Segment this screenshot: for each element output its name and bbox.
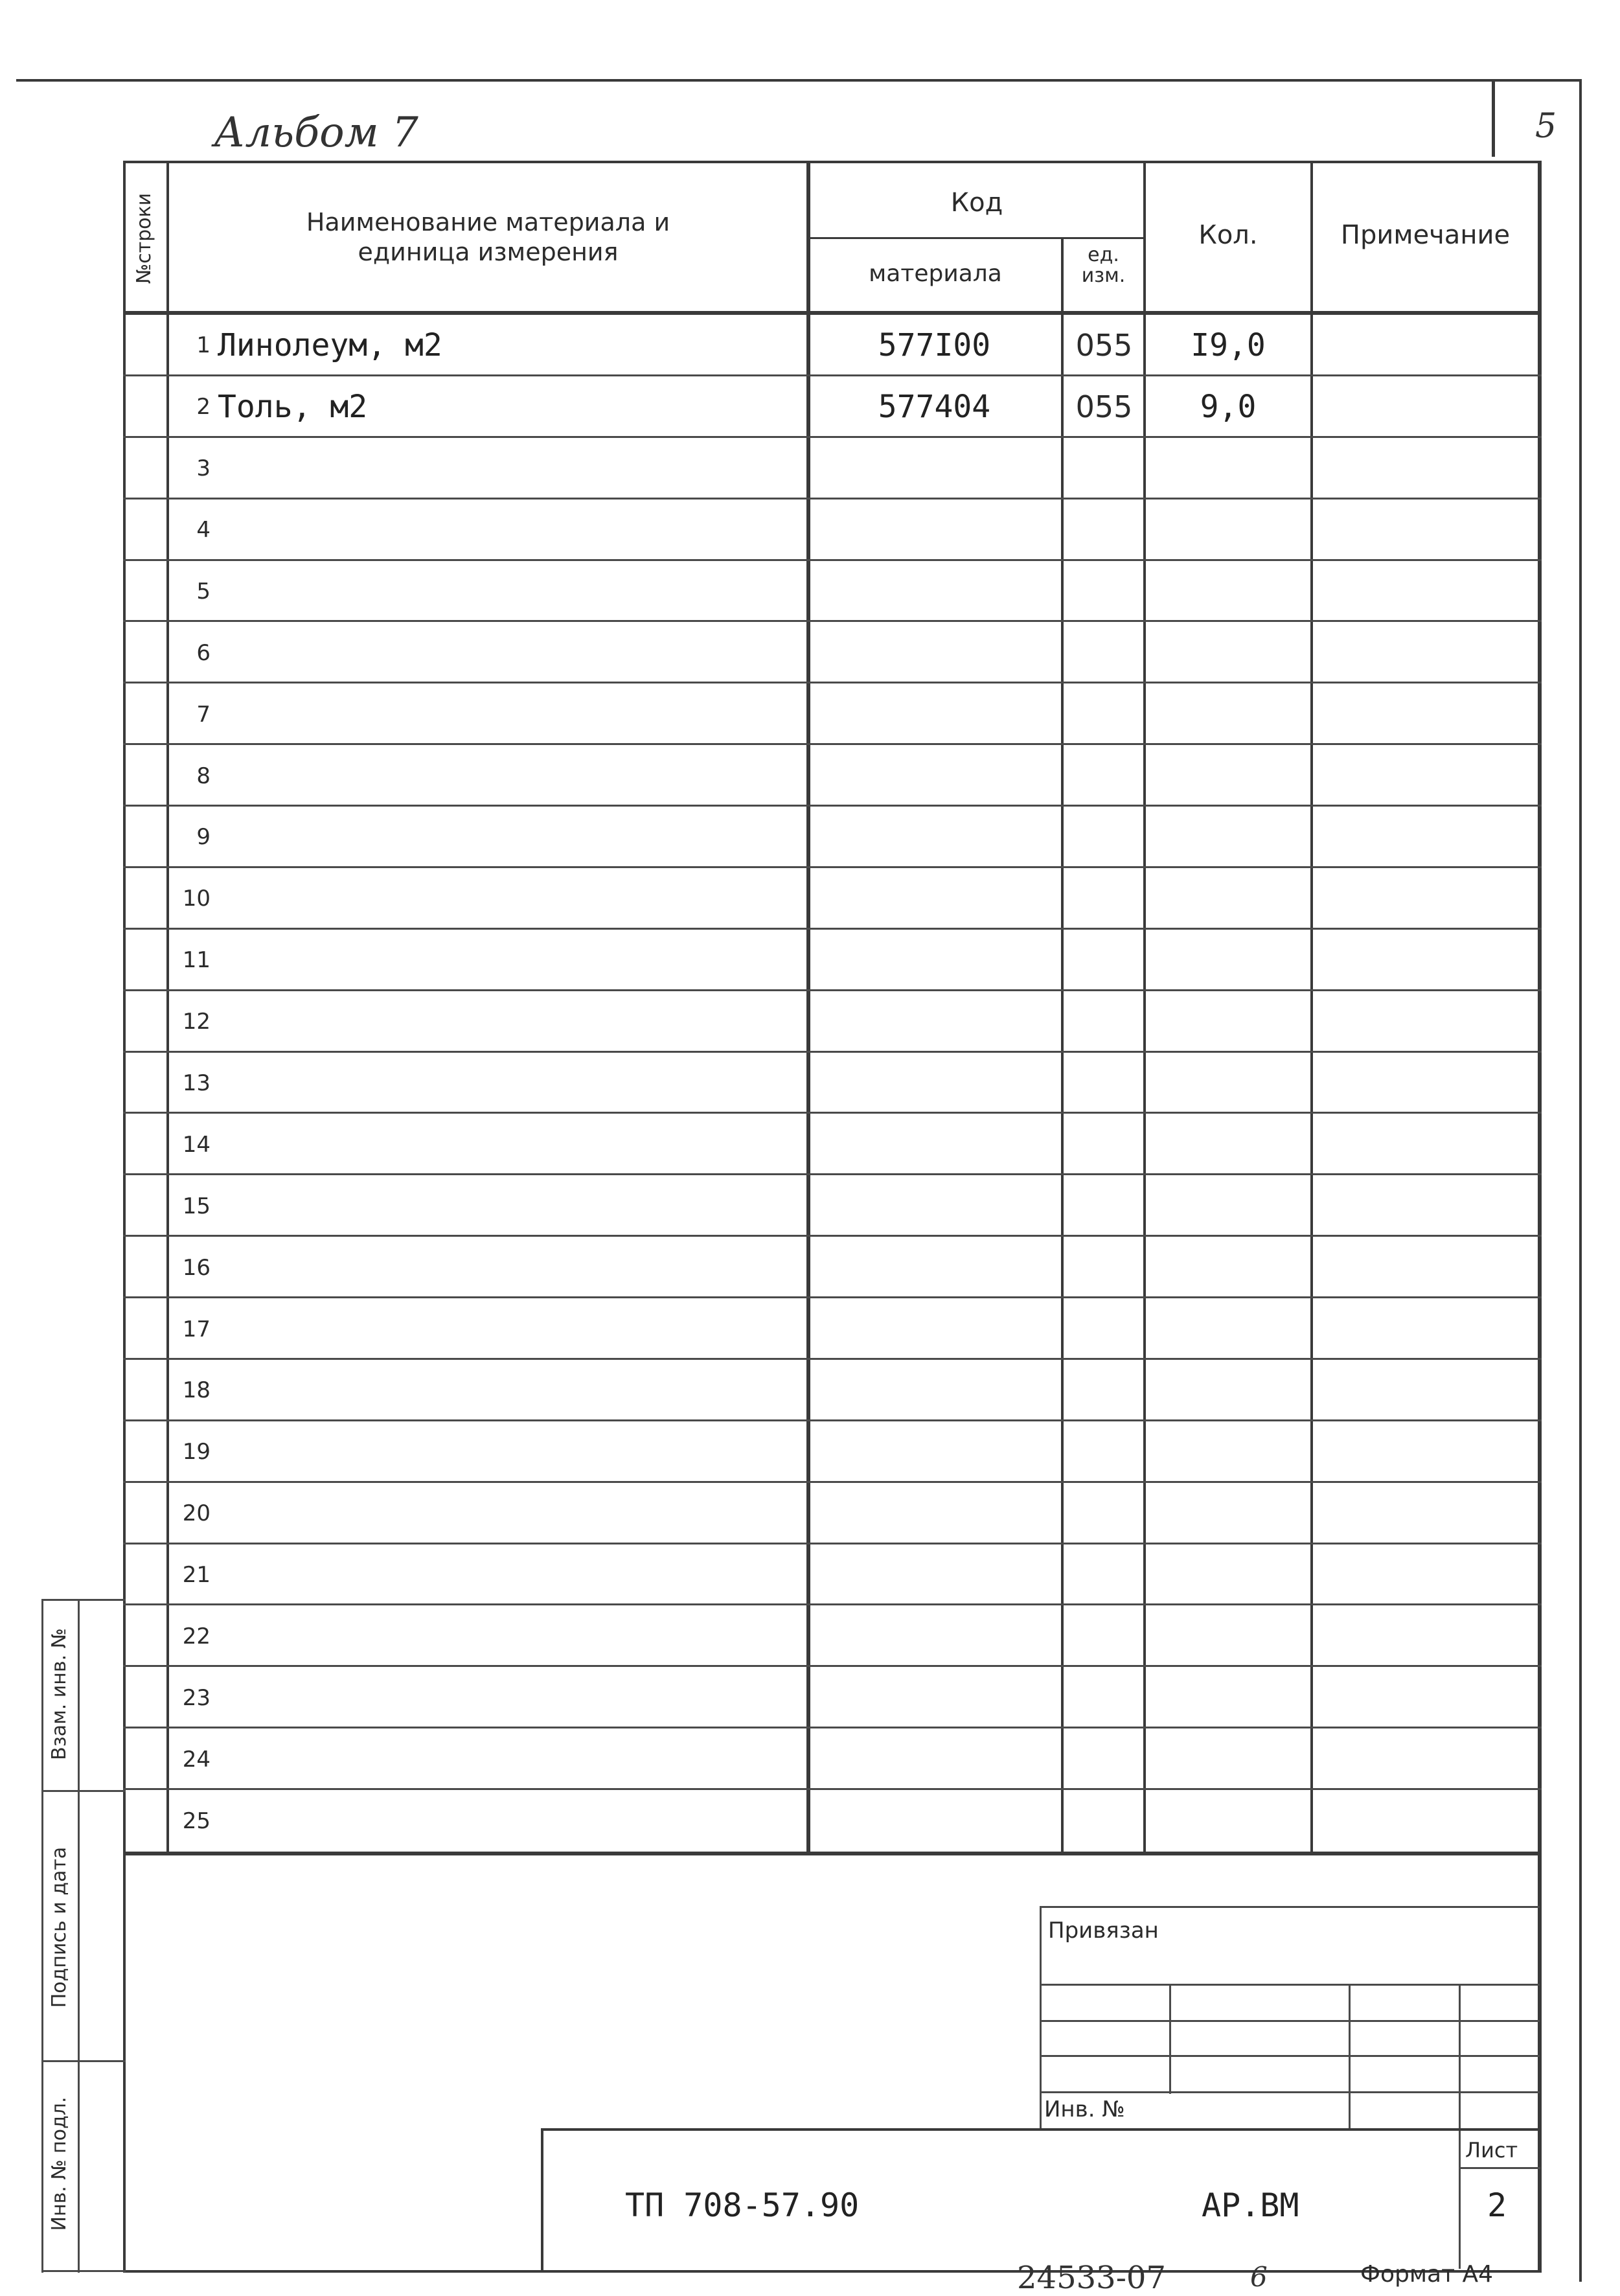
row-number: 22 bbox=[182, 1623, 211, 1649]
row-unit-code bbox=[1064, 1728, 1145, 1790]
row-note bbox=[1313, 622, 1538, 683]
row-quantity bbox=[1146, 1605, 1310, 1667]
row-unit-code bbox=[1064, 1237, 1145, 1298]
footer-mark: 6 bbox=[1250, 2261, 1268, 2293]
row-unit-code bbox=[1064, 438, 1145, 499]
row-note bbox=[1313, 499, 1538, 561]
row-material-code bbox=[810, 561, 1059, 623]
row-quantity bbox=[1146, 1053, 1310, 1114]
row-number: 13 bbox=[182, 1070, 211, 1096]
row-material-name bbox=[207, 1114, 801, 1175]
table-row bbox=[123, 1421, 1542, 1483]
stamp-col-1 bbox=[1169, 1984, 1171, 2094]
row-quantity bbox=[1146, 991, 1310, 1053]
row-unit-code bbox=[1064, 1175, 1145, 1237]
row-unit-code bbox=[1064, 1605, 1145, 1667]
row-material-name bbox=[207, 1544, 801, 1606]
row-material-name bbox=[207, 930, 801, 991]
row-material-name bbox=[207, 1237, 801, 1298]
row-unit-code bbox=[1064, 622, 1145, 683]
row-unit-code bbox=[1064, 683, 1145, 745]
row-note bbox=[1313, 1605, 1538, 1667]
frame-bottom-line bbox=[123, 2270, 1542, 2273]
table-row bbox=[123, 438, 1542, 499]
privyazan-label: Привязан bbox=[1048, 1918, 1159, 1944]
row-note bbox=[1313, 1544, 1538, 1606]
table-row bbox=[123, 1237, 1542, 1298]
row-material-code bbox=[810, 807, 1059, 868]
row-unit-code bbox=[1064, 930, 1145, 991]
row-unit-code bbox=[1064, 991, 1145, 1053]
row-note bbox=[1313, 1790, 1538, 1852]
table-row bbox=[123, 1728, 1542, 1790]
stamp-top bbox=[1040, 1906, 1540, 1908]
row-material-name bbox=[207, 1667, 801, 1728]
row-quantity: I9,0 bbox=[1191, 327, 1266, 364]
row-quantity bbox=[1146, 683, 1310, 745]
table-row bbox=[123, 1605, 1542, 1667]
row-note bbox=[1313, 807, 1538, 868]
row-material-name bbox=[207, 807, 801, 868]
row-number: 1 bbox=[196, 332, 211, 359]
row-material-name bbox=[207, 745, 801, 807]
row-quantity bbox=[1146, 1728, 1310, 1790]
row-number: 20 bbox=[182, 1500, 211, 1527]
row-note bbox=[1313, 991, 1538, 1053]
row-note bbox=[1313, 745, 1538, 807]
stamp-row-3 bbox=[1040, 2055, 1540, 2057]
row-quantity: 9,0 bbox=[1200, 389, 1257, 426]
row-quantity bbox=[1146, 438, 1310, 499]
row-material-name bbox=[207, 1483, 801, 1544]
row-quantity bbox=[1146, 499, 1310, 561]
row-quantity bbox=[1146, 1483, 1310, 1544]
unit-code-header: ед. изм. bbox=[1081, 244, 1126, 287]
row-material-name bbox=[207, 622, 801, 683]
row-unit-code bbox=[1064, 1483, 1145, 1544]
row-material-code bbox=[810, 1790, 1059, 1852]
row-material-code bbox=[810, 1053, 1059, 1114]
row-note bbox=[1313, 1483, 1538, 1544]
row-material-name: Линолеум, м2 bbox=[218, 327, 442, 364]
row-number: 5 bbox=[196, 578, 211, 604]
row-quantity bbox=[1146, 1175, 1310, 1237]
table-row bbox=[123, 561, 1542, 623]
row-material-code bbox=[810, 1175, 1059, 1237]
row-material-code bbox=[810, 1544, 1059, 1606]
row-quantity bbox=[1146, 622, 1310, 683]
vzam-label: Взам. инв. № bbox=[48, 1628, 71, 1760]
row-material-code: 577I00 bbox=[878, 327, 991, 364]
top-border bbox=[16, 79, 1580, 82]
row-number: 17 bbox=[182, 1316, 211, 1342]
table-row bbox=[123, 991, 1542, 1053]
table-row bbox=[123, 1360, 1542, 1421]
row-material-code bbox=[810, 991, 1059, 1053]
row-quantity bbox=[1146, 930, 1310, 991]
row-quantity bbox=[1146, 1114, 1310, 1175]
row-material-name bbox=[207, 499, 801, 561]
row-unit-code bbox=[1064, 1667, 1145, 1728]
page-number-divider bbox=[1492, 79, 1495, 157]
row-quantity bbox=[1146, 807, 1310, 868]
row-note bbox=[1313, 376, 1538, 438]
row-unit-code bbox=[1064, 1790, 1145, 1852]
row-material-name: Толь, м2 bbox=[218, 389, 368, 426]
row-material-code bbox=[810, 745, 1059, 807]
row-unit-code bbox=[1064, 1544, 1145, 1606]
row-note bbox=[1313, 1728, 1538, 1790]
inv-no-label: Инв. № bbox=[1044, 2096, 1125, 2122]
row-number: 23 bbox=[182, 1684, 211, 1711]
stamp-col-3 bbox=[1459, 1984, 1461, 2269]
row-material-name bbox=[207, 1605, 801, 1667]
row-note bbox=[1313, 1114, 1538, 1175]
row-material-name bbox=[207, 1175, 801, 1237]
right-border bbox=[1579, 79, 1582, 2282]
table-row bbox=[123, 1667, 1542, 1728]
row-material-code bbox=[810, 1237, 1059, 1298]
row-number: 8 bbox=[196, 763, 211, 789]
row-number: 3 bbox=[196, 455, 211, 482]
stamp-col-2 bbox=[1349, 1984, 1351, 2130]
row-material-code bbox=[810, 683, 1059, 745]
material-code-header: материала bbox=[869, 260, 1002, 287]
row-note bbox=[1313, 1421, 1538, 1483]
row-number: 2 bbox=[196, 394, 211, 420]
row-number: 19 bbox=[182, 1439, 211, 1465]
side-box-bottom bbox=[41, 2270, 126, 2272]
table-row bbox=[123, 1114, 1542, 1175]
row-material-name bbox=[207, 438, 801, 499]
side-box-top bbox=[41, 1599, 126, 1601]
row-quantity bbox=[1146, 868, 1310, 930]
row-material-code bbox=[810, 1667, 1059, 1728]
table-row bbox=[123, 1298, 1542, 1360]
document-code: ТП 708-57.90 bbox=[625, 2187, 860, 2224]
row-number: 7 bbox=[196, 701, 211, 728]
row-material-code bbox=[810, 868, 1059, 930]
row-material-code bbox=[810, 438, 1059, 499]
row-unit-code bbox=[1064, 745, 1145, 807]
row-quantity bbox=[1146, 1237, 1310, 1298]
row-unit-code bbox=[1064, 561, 1145, 623]
quantity-header: Кол. bbox=[1198, 220, 1258, 250]
row-material-code bbox=[810, 1483, 1059, 1544]
sheet-label: Лист bbox=[1465, 2138, 1518, 2163]
row-material-code bbox=[810, 622, 1059, 683]
name-header: Наименование материала и единица измерения bbox=[306, 208, 670, 266]
table-row bbox=[123, 499, 1542, 561]
row-number: 25 bbox=[182, 1808, 211, 1834]
table-row bbox=[123, 376, 1542, 438]
row-quantity bbox=[1146, 561, 1310, 623]
table-row bbox=[123, 930, 1542, 991]
podpis-label: Подпись и дата bbox=[48, 1846, 71, 2008]
row-material-code bbox=[810, 1114, 1059, 1175]
row-quantity bbox=[1146, 1544, 1310, 1606]
row-number: 6 bbox=[196, 639, 211, 666]
row-number: 9 bbox=[196, 824, 211, 851]
row-material-code bbox=[810, 1728, 1059, 1790]
row-number-header: №строки bbox=[133, 192, 155, 284]
table-bottom-line bbox=[123, 1852, 1542, 1855]
row-unit-code bbox=[1064, 1114, 1145, 1175]
stamp-row-2 bbox=[1040, 2020, 1540, 2022]
table-row bbox=[123, 315, 1542, 376]
row-material-code bbox=[810, 1360, 1059, 1421]
side-div-1 bbox=[41, 1790, 126, 1792]
row-material-code: 577404 bbox=[878, 389, 991, 426]
row-number: 12 bbox=[182, 1009, 211, 1035]
table-row bbox=[123, 1483, 1542, 1544]
row-number: 4 bbox=[196, 517, 211, 544]
table-row bbox=[123, 683, 1542, 745]
row-unit-code bbox=[1064, 1053, 1145, 1114]
row-material-name bbox=[207, 1360, 801, 1421]
note-header: Примечание bbox=[1340, 220, 1511, 250]
row-number: 24 bbox=[182, 1746, 211, 1773]
row-material-name bbox=[207, 683, 801, 745]
row-note bbox=[1313, 1298, 1538, 1360]
row-quantity bbox=[1146, 1790, 1310, 1852]
table-row bbox=[123, 1175, 1542, 1237]
row-material-name bbox=[207, 1790, 801, 1852]
row-unit-code bbox=[1064, 1360, 1145, 1421]
row-material-name bbox=[207, 1053, 801, 1114]
row-note bbox=[1313, 1360, 1538, 1421]
row-quantity bbox=[1146, 1360, 1310, 1421]
row-unit-code bbox=[1064, 1298, 1145, 1360]
archive-number: 24533-07 bbox=[1017, 2260, 1166, 2296]
row-unit-code bbox=[1064, 1421, 1145, 1483]
row-material-name bbox=[207, 991, 801, 1053]
row-note bbox=[1313, 930, 1538, 991]
table-row bbox=[123, 1544, 1542, 1606]
row-note bbox=[1313, 683, 1538, 745]
inv-podl-label: Инв. № подл. bbox=[48, 2096, 71, 2231]
stamp-row-4 bbox=[1040, 2091, 1540, 2093]
row-quantity bbox=[1146, 1298, 1310, 1360]
code-header: Код bbox=[950, 188, 1003, 218]
row-material-code bbox=[810, 1605, 1059, 1667]
side-div-2 bbox=[41, 2060, 126, 2062]
row-quantity bbox=[1146, 1421, 1310, 1483]
row-note bbox=[1313, 315, 1538, 376]
main-stamp-top bbox=[541, 2128, 1542, 2131]
row-note bbox=[1313, 868, 1538, 930]
row-number: 16 bbox=[182, 1254, 211, 1281]
row-number: 11 bbox=[182, 947, 211, 974]
table-row bbox=[123, 745, 1542, 807]
table-row bbox=[123, 1790, 1542, 1852]
row-quantity bbox=[1146, 745, 1310, 807]
table-row bbox=[123, 622, 1542, 683]
row-note bbox=[1313, 1667, 1538, 1728]
row-material-name bbox=[207, 1421, 801, 1483]
row-material-code bbox=[810, 499, 1059, 561]
row-material-name bbox=[207, 868, 801, 930]
row-material-code bbox=[810, 1421, 1059, 1483]
table-row bbox=[123, 868, 1542, 930]
sheet-number: 2 bbox=[1487, 2187, 1507, 2224]
side-box-mid bbox=[78, 1599, 80, 2273]
row-note bbox=[1313, 438, 1538, 499]
row-note bbox=[1313, 561, 1538, 623]
row-number: 18 bbox=[182, 1377, 211, 1404]
format-label: Формат А4 bbox=[1360, 2261, 1494, 2288]
stamp-left bbox=[1040, 1906, 1042, 2130]
table-row bbox=[123, 807, 1542, 868]
table-row bbox=[123, 1053, 1542, 1114]
row-unit-code: 055 bbox=[1075, 389, 1133, 425]
main-stamp-left bbox=[541, 2128, 543, 2272]
row-material-name bbox=[207, 561, 801, 623]
row-note bbox=[1313, 1053, 1538, 1114]
row-quantity bbox=[1146, 1667, 1310, 1728]
row-material-code bbox=[810, 1298, 1059, 1360]
row-number: 10 bbox=[182, 886, 211, 912]
code-sub-line bbox=[806, 237, 1145, 239]
row-note bbox=[1313, 1175, 1538, 1237]
stamp-row-1 bbox=[1040, 1984, 1540, 1986]
document-mark: АР.ВМ bbox=[1202, 2187, 1299, 2224]
row-number: 14 bbox=[182, 1131, 211, 1158]
sheet-label-line bbox=[1459, 2167, 1540, 2169]
row-note bbox=[1313, 1237, 1538, 1298]
row-material-name bbox=[207, 1728, 801, 1790]
row-unit-code bbox=[1064, 807, 1145, 868]
side-box-left bbox=[41, 1599, 43, 2273]
album-title: Альбом 7 bbox=[214, 109, 418, 157]
table-top-line bbox=[123, 161, 1542, 163]
row-number: 21 bbox=[182, 1562, 211, 1589]
row-material-code bbox=[810, 930, 1059, 991]
row-unit-code bbox=[1064, 499, 1145, 561]
row-number: 15 bbox=[182, 1193, 211, 1219]
row-unit-code bbox=[1064, 868, 1145, 930]
page-number: 5 bbox=[1535, 107, 1557, 146]
row-material-name bbox=[207, 1298, 801, 1360]
row-unit-code: 055 bbox=[1075, 328, 1133, 363]
